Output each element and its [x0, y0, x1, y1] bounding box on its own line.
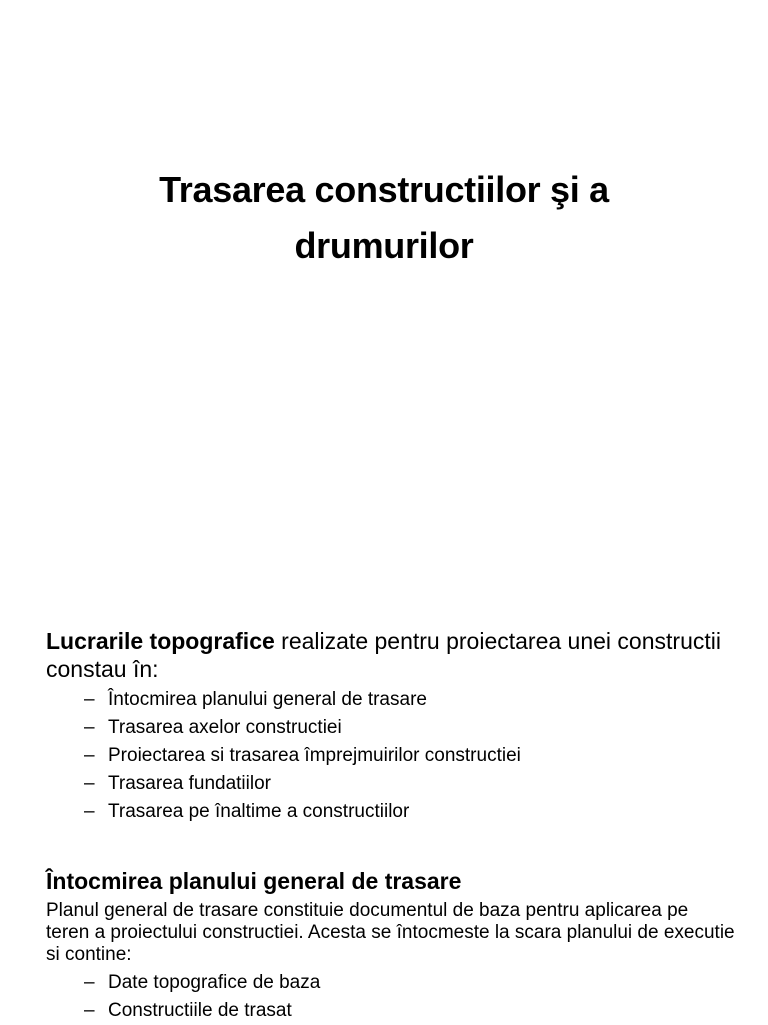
list-item-text: Întocmirea planului general de trasare — [108, 689, 427, 710]
list-item — [84, 798, 734, 826]
dash-bullet: – — [84, 745, 95, 766]
dash-bullet: – — [84, 801, 95, 822]
list-item — [84, 997, 734, 1025]
list-item-text: Proiectarea si trasarea împrejmuirilor constructiei — [108, 745, 521, 766]
list-item-text: Trasarea axelor constructiei — [108, 717, 342, 738]
dash-bullet: – — [84, 972, 95, 993]
list-item — [84, 770, 734, 798]
dash-bullet: – — [84, 689, 95, 710]
list-item-text: Date topografice de baza — [108, 972, 321, 993]
dash-bullet: – — [84, 1000, 95, 1021]
section-heading: Întocmirea planului general de trasare — [46, 868, 462, 894]
list-item-text: Constructiile de trasat — [108, 1000, 292, 1021]
slide-title — [60, 162, 708, 274]
slide-title-line-1: Trasarea constructiilor şi a — [159, 169, 609, 210]
list-item — [84, 969, 734, 997]
list-item-text: Trasarea fundatiilor — [108, 773, 271, 794]
intro-bold-text: Lucrarile topografice — [46, 628, 275, 654]
contents-list — [84, 969, 734, 1025]
dash-bullet: – — [84, 717, 95, 738]
list-item — [84, 686, 734, 714]
slide-title-line-2: drumurilor — [294, 225, 474, 266]
intro-paragraph — [46, 627, 736, 683]
section-paragraph: Planul general de trasare constituie documentul de baza pentru aplicarea pe teren a proiectului constructiei. Acesta se întocmeste la scara planului de executie si contine: — [46, 900, 735, 965]
list-item-text: Trasarea pe înaltime a constructiilor — [108, 801, 410, 822]
list-item — [84, 714, 734, 742]
dash-bullet: – — [84, 773, 95, 794]
tasks-list — [84, 686, 734, 826]
intro-text: realizate pentru proiectarea unei constructii constau în: — [46, 628, 721, 682]
list-item — [84, 742, 734, 770]
